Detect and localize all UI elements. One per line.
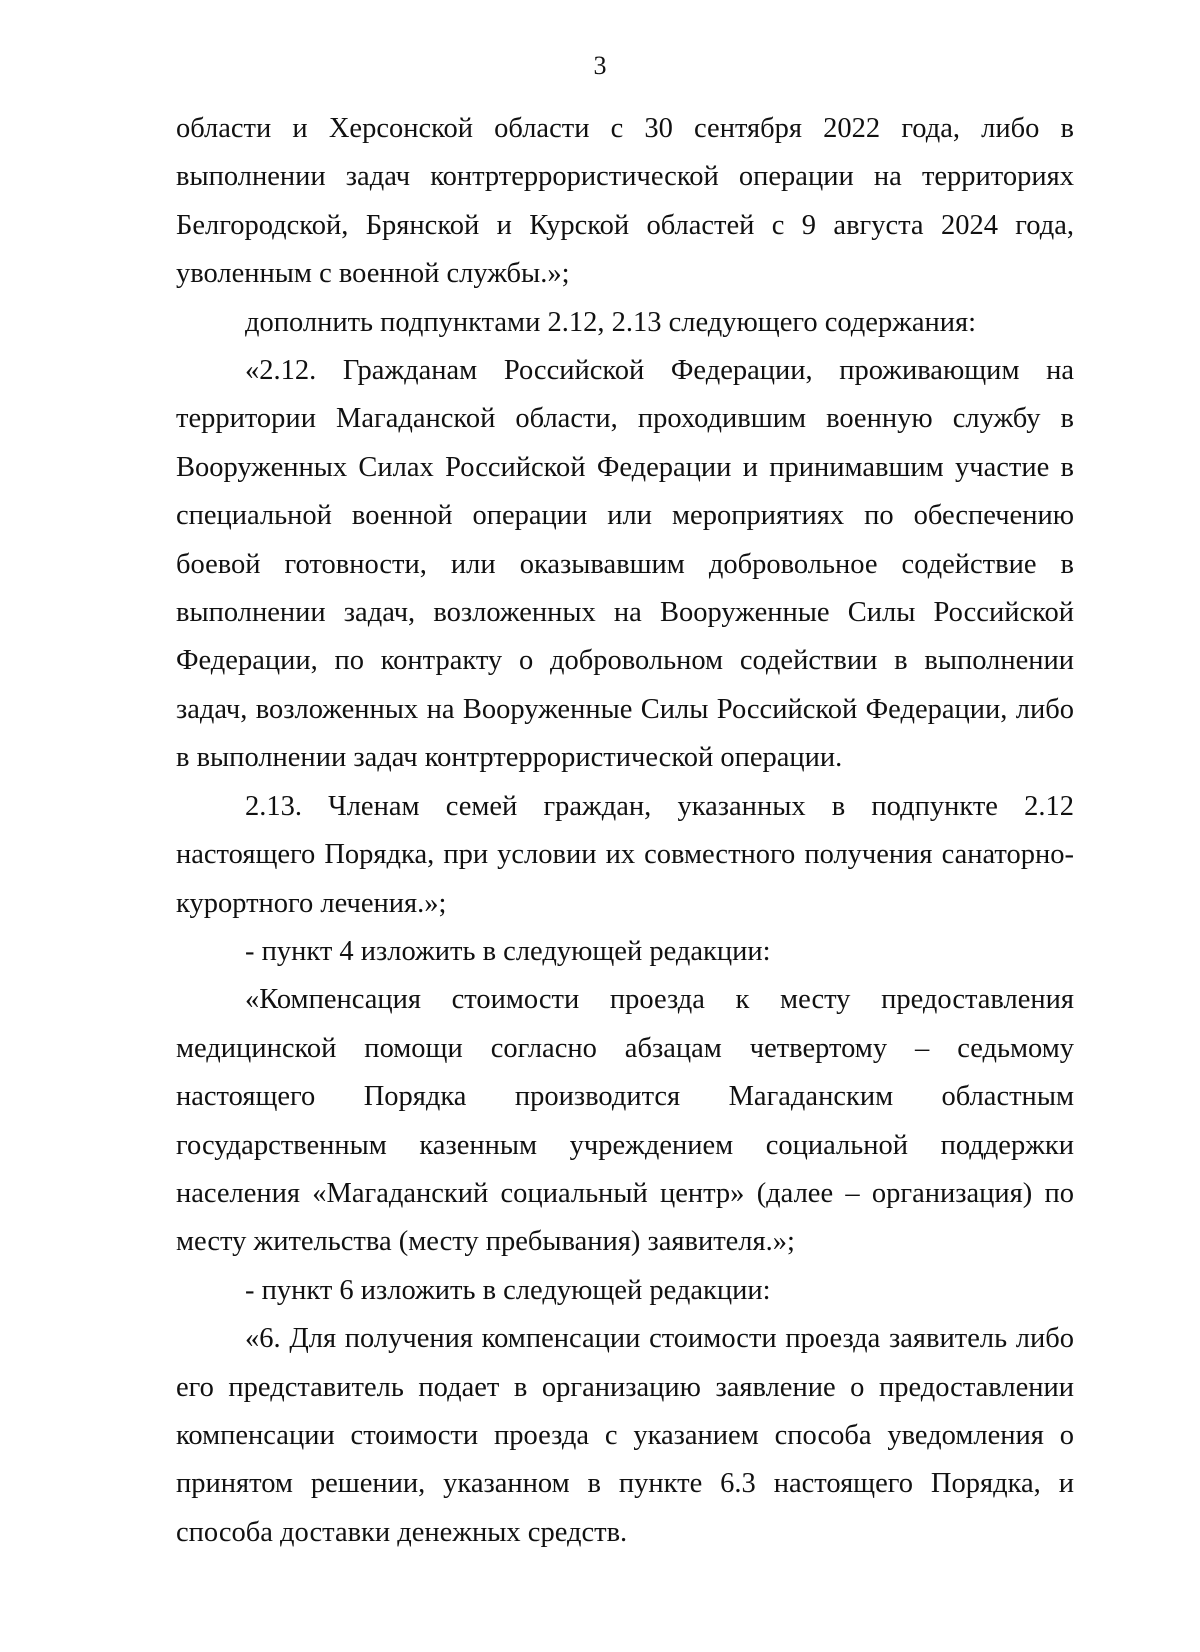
page-number: 3 [593, 51, 607, 80]
paragraph-subpoint-2-13: 2.13. Членам семей граждан, указанных в подпункте 2.12 настоящего Порядка, при условии их совместного получения санаторно-курортного лечения.»; [176, 790, 1074, 919]
paragraph-point-4-text: «Компенсация стоимости проезда к месту предоставления медицинской помощи согласно абзацам четвертому – седьмому настоящего Порядка производится Магаданским областным государственным казенным учреждением социальной поддержки населения «Магаданский социальный центр» (далее – организация) по месту жительства (месту пребывания) заявителя.»; [176, 984, 1074, 1258]
paragraph-point-6-intro: - пункт 6 изложить в следующей редакции: [245, 1274, 771, 1306]
document-body [176, 105, 1074, 1557]
paragraph-continuation: области и Херсонской области с 30 сентября 2022 года, либо в выполнении задач контртеррористической операции на территориях Белгородской, Брянской и Курской областей с 9 августа 2024 года, уволенным с военной службы.»; [176, 113, 1074, 290]
paragraph-point-6-text: «6. Для получения компенсации стоимости проезда заявитель либо его представитель подает в организацию заявление о предоставлении компенсации стоимости проезда с указанием способа уведомления о принятом решении, указанном в пункте 6.3 настоящего Порядка, и способа доставки денежных средств. [176, 1323, 1074, 1548]
paragraph-subpoint-2-12: «2.12. Гражданам Российской Федерации, проживающим на территории Магаданской области, проходившим военную службу в Вооруженных Силах Российской Федерации и принимавшим участие в специальной военной операции или мероприятиях по обеспечению боевой готовности, или оказывавшим добровольное содействие в выполнении задач, возложенных на Вооруженные Силы Российской Федерации, по контракту о добровольном содействии в выполнении задач, возложенных на Вооруженные Силы Российской Федерации, либо в выполнении задач контртеррористической операции. [176, 355, 1074, 774]
paragraph-point-4-intro: - пункт 4 изложить в следующей редакции: [245, 935, 771, 967]
paragraph-amendment-intro: дополнить подпунктами 2.12, 2.13 следующего содержания: [245, 306, 977, 338]
